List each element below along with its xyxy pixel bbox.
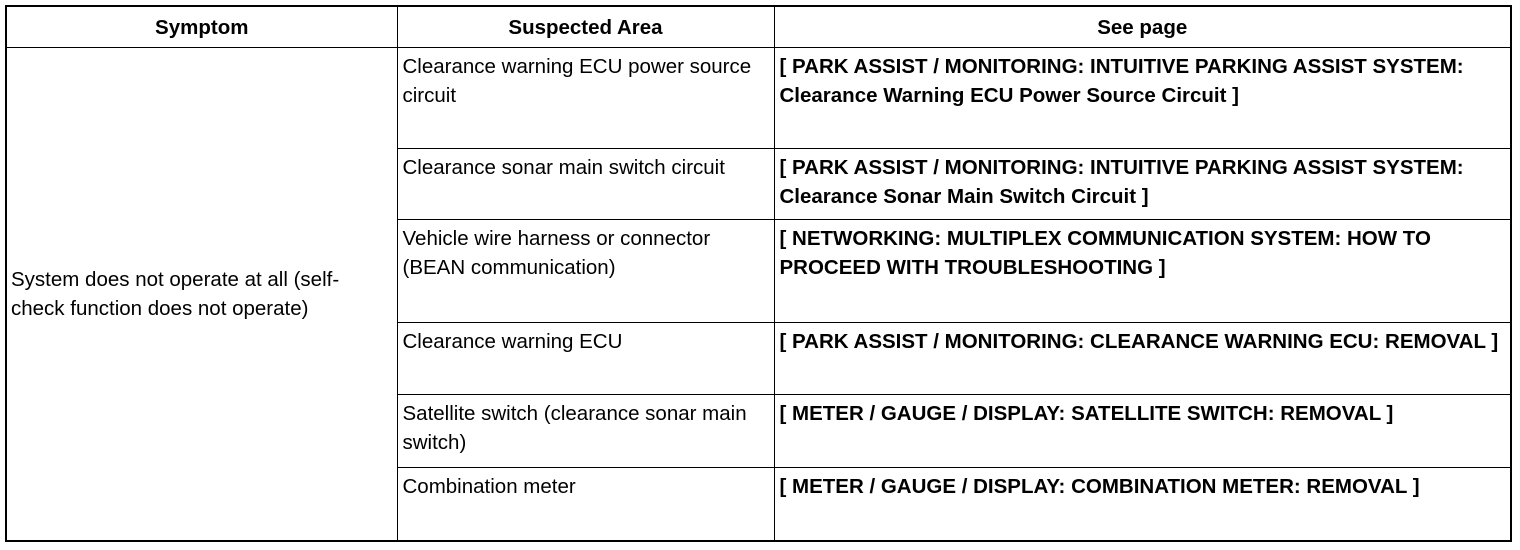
see-page-link[interactable]: [ PARK ASSIST / MONITORING: INTUITIVE PARKING ASSIST SYSTEM: Clearance Warning ECU Power Source Circuit ] (774, 48, 1511, 149)
suspected-area-cell: Satellite switch (clearance sonar main switch) (397, 394, 774, 467)
symptom-cell: System does not operate at all (self-check function does not operate) (6, 48, 397, 542)
header-symptom: Symptom (6, 6, 397, 48)
suspected-area-cell: Vehicle wire harness or connector (BEAN communication) (397, 219, 774, 323)
troubleshooting-table (5, 5, 1512, 542)
suspected-area-cell: Clearance warning ECU (397, 323, 774, 394)
suspected-area-cell: Combination meter (397, 468, 774, 541)
see-page-link[interactable]: [ METER / GAUGE / DISPLAY: SATELLITE SWITCH: REMOVAL ] (774, 394, 1511, 467)
header-suspected-area: Suspected Area (397, 6, 774, 48)
suspected-area-cell: Clearance sonar main switch circuit (397, 148, 774, 219)
troubleshooting-page (5, 5, 1510, 542)
header-row (6, 6, 1511, 48)
see-page-link[interactable]: [ METER / GAUGE / DISPLAY: COMBINATION METER: REMOVAL ] (774, 468, 1511, 541)
table-body (6, 48, 1511, 542)
see-page-link[interactable]: [ NETWORKING: MULTIPLEX COMMUNICATION SYSTEM: HOW TO PROCEED WITH TROUBLESHOOTING ] (774, 219, 1511, 323)
see-page-link[interactable]: [ PARK ASSIST / MONITORING: INTUITIVE PARKING ASSIST SYSTEM: Clearance Sonar Main Switch Circuit ] (774, 148, 1511, 219)
table-row (6, 48, 1511, 149)
see-page-link[interactable]: [ PARK ASSIST / MONITORING: CLEARANCE WARNING ECU: REMOVAL ] (774, 323, 1511, 394)
suspected-area-cell: Clearance warning ECU power source circuit (397, 48, 774, 149)
header-see-page: See page (774, 6, 1511, 48)
table-header (6, 6, 1511, 48)
